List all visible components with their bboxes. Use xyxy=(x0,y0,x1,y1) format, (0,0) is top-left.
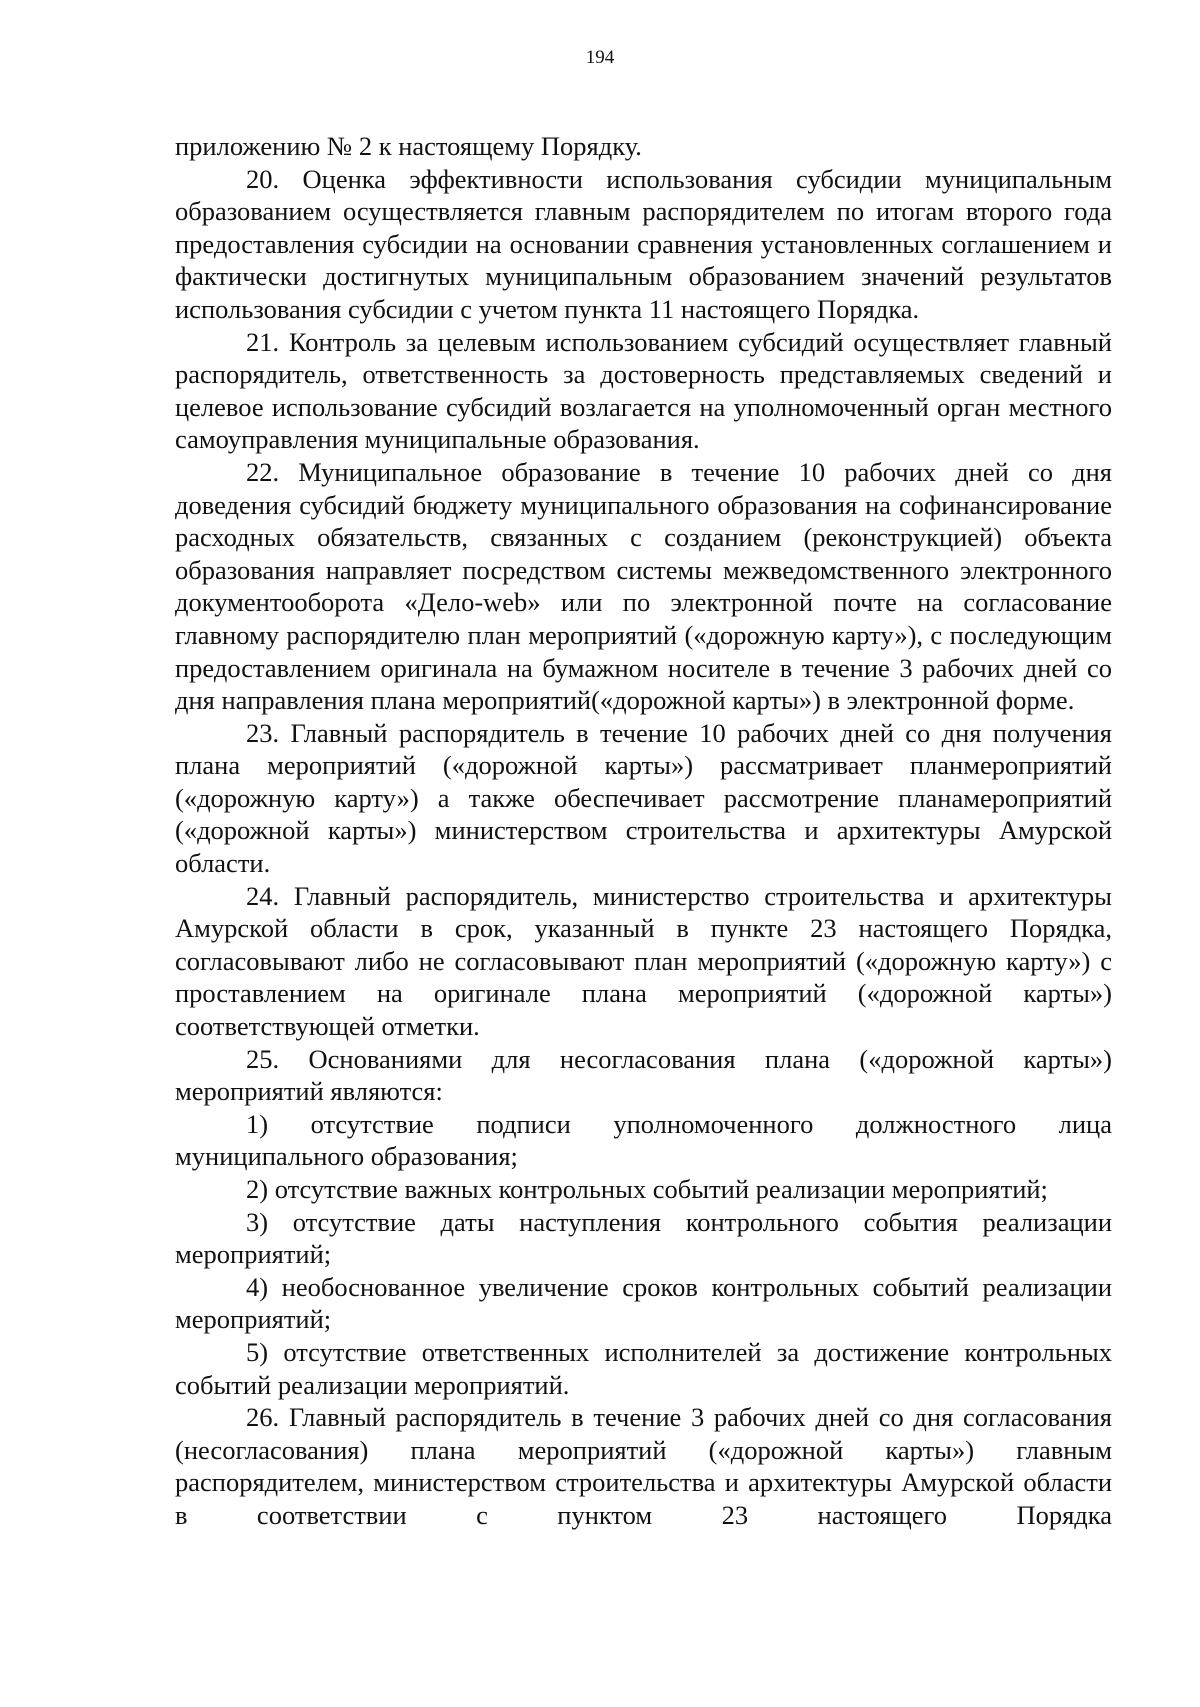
paragraph-continuation: приложению № 2 к настоящему Порядку. xyxy=(175,131,642,161)
paragraph-item-25: 25. Основаниями для несогласования плана («дорожной карты») мероприятий являются: xyxy=(175,1043,1112,1107)
list-item-3: 3) отсутствие даты наступления контрольного события реализации мероприятий; xyxy=(175,1206,1112,1270)
document-body xyxy=(175,130,1112,1532)
paragraph-item-24: 24. Главный распорядитель, министерство строительства и архитектуры Амурской области в срок, указанный в пункте 23 настоящего Порядка, согласовывают либо не согласовывают план мероприятий («дорожную карту») с проставлением на оригинале плана мероприятий («дорожной карты») соответствующей отметки. xyxy=(175,880,1112,1042)
list-item-4: 4) необоснованное увеличение сроков контрольных событий реализации мероприятий; xyxy=(175,1271,1112,1335)
list-item-1: 1) отсутствие подписи уполномоченного должностного лица муниципального образования; xyxy=(175,1108,1112,1172)
paragraph-item-26: 26. Главный распорядитель в течение 3 рабочих дней со дня согласования (несогласования) плана мероприятий («дорожной карты») главным распорядителем, министерством строительства и архитектуры Амурской области в соответствии с пунктом 23 настоящего Порядка xyxy=(175,1402,1112,1530)
paragraph-item-23: 23. Главный распорядитель в течение 10 рабочих дней со дня получения плана мероприятий («дорожной карты») рассматривает планмероприятий («дорожную карту») а также обеспечивает рассмотрение планамероприятий («дорожной карты») министерством строительства и архитектуры Амурской области. xyxy=(175,717,1112,879)
paragraph-item-21: 21. Контроль за целевым использованием субсидий осуществляет главный распорядитель, ответственность за достоверность представляемых сведений и целевое использование субсидий возлагается на уполномоченный орган местного самоуправления муниципальные образования. xyxy=(175,326,1112,455)
page-number: 194 xyxy=(585,47,615,68)
paragraph-item-20: 20. Оценка эффективности использования субсидии муниципальным образованием осуществляется главным распорядителем по итогам второго года предоставления субсидии на основании сравнения установленных соглашением и фактически достигнутых муниципальным образованием значений результатов использования субсидии с учетом пункта 11 настоящего Порядка. xyxy=(175,163,1112,324)
list-item-2: 2) отсутствие важных контрольных событий реализации мероприятий; xyxy=(246,1174,1048,1204)
paragraph-item-22: 22. Муниципальное образование в течение 10 рабочих дней со дня доведения субсидий бюджету муниципального образования на софинансирование расходных обязательств, связанных с созданием (реконструкцией) объекта образования направляет посредством системы межведомственного электронного документооборота «Дело-web» или по электронной почте на согласование главному распорядителю план мероприятий («дорожную карту»), с последующим предоставлением оригинала на бумажном носителе в течение 3 рабочих дней со дня направления плана мероприятий(«дорожной карты») в электронной форме. xyxy=(175,456,1112,716)
list-item-5: 5) отсутствие ответственных исполнителей за достижение контрольных событий реализации мероприятий. xyxy=(175,1336,1112,1400)
